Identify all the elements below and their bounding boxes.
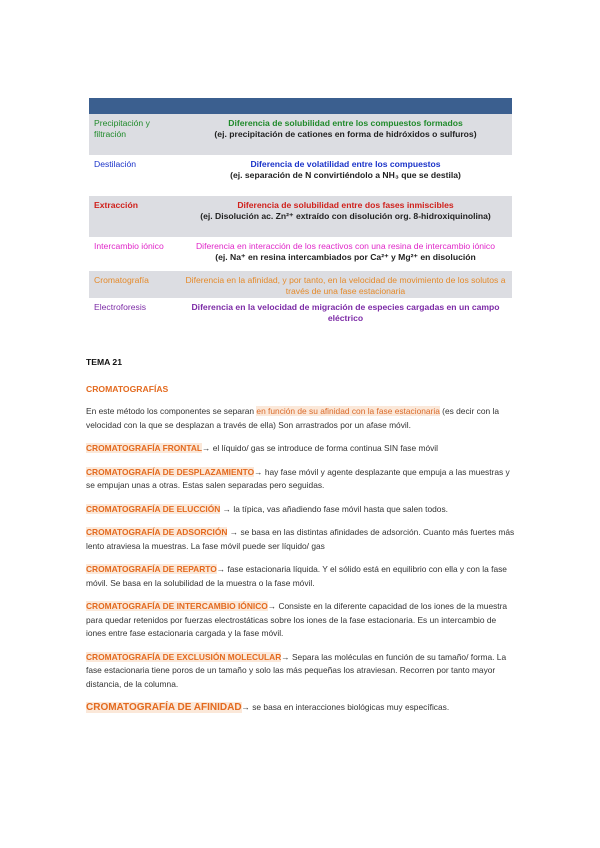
- method-name: Extracción: [94, 200, 138, 210]
- method-principle: Diferencia de volatilidad entre los compuestos: [250, 159, 441, 169]
- method-name: Cromatografía: [94, 275, 149, 285]
- method-name: Electroforesis: [94, 302, 147, 312]
- method-principle: Diferencia de solubilidad entre dos fases inmiscibles: [237, 200, 454, 210]
- method-principle: Diferencia en la velocidad de migración de especies cargadas en un campo eléctrico: [191, 302, 500, 323]
- definition-item: [86, 442, 516, 456]
- method-example: (ej. Na⁺ en resina intercambiados por Ca²⁺ y Mg²⁺ en disolución: [215, 251, 476, 262]
- table-row: [89, 298, 512, 325]
- term-label: CROMATOGRAFÍA DE INTERCAMBIO IÓNICO: [86, 601, 268, 611]
- table-header-bar: [89, 98, 512, 114]
- term-label: CROMATOGRAFÍA DE ELUCCIÓN: [86, 503, 221, 514]
- intro-text-end: (es decir con la velocidad con la que se desplazan a través de ella) Son arrastrados por un afase móvil.: [86, 406, 499, 430]
- definition-item: [86, 701, 516, 715]
- term-definition: → se basa en las distintas afinidades de adsorción. Cuanto más fuertes más lento atraviesa la muestras. La fase móvil puede ser líquido/ gas: [86, 527, 515, 551]
- term-label: CROMATOGRAFÍA FRONTAL: [86, 443, 202, 453]
- term-label: CROMATOGRAFÍA DE AFINIDAD: [86, 702, 242, 713]
- intro-text: En este método los componentes se separan: [86, 406, 257, 416]
- term-definition: → Separa las moléculas en función de su tamaño/ forma. La fase estacionaria tiene poros de un tamaño y solo las más pequeñas los atraviesan. Recorren por tanto mayor distancia, de la columna.: [86, 651, 507, 689]
- term-definition: → hay fase móvil y agente desplazante que empuja a las muestras y se empujan unas a otras. Estas salen separadas pero seguidas.: [86, 466, 510, 490]
- definition-item: [86, 503, 516, 517]
- method-example: (ej. separación de N convirtiéndolo a NH₃ que se destila): [230, 169, 461, 180]
- definition-item: [86, 651, 516, 692]
- method-example: (ej. precipitación de cationes en forma de hidróxidos o sulfuros): [214, 128, 477, 139]
- definition-item: [86, 466, 516, 493]
- method-name: Destilación: [94, 159, 137, 169]
- method-example: (ej. Disolución ac. Zn²⁺ extraído con disolución org. 8-hidroxiquinolina): [200, 210, 491, 221]
- term-definition: → se basa en interacciones biológicas muy específicas.: [241, 702, 450, 712]
- separation-methods-table: [89, 98, 512, 325]
- term-label: CROMATOGRAFÍA DE DESPLAZAMIENTO: [86, 466, 255, 477]
- highlighted-text: en función de su afinidad con la fase estacionaria: [256, 406, 440, 416]
- notes-content: [86, 356, 516, 725]
- topic-title: TEMA 21: [86, 357, 122, 367]
- definition-item: [86, 563, 516, 590]
- table-row: [89, 196, 512, 237]
- term-definition: → el líquido/ gas se introduce de forma continua SIN fase móvil: [202, 443, 439, 453]
- method-principle: Diferencia de solubilidad entre los compuestos formados: [228, 118, 463, 128]
- definition-item: [86, 526, 516, 553]
- table-row: [89, 237, 512, 271]
- table-row: [89, 114, 512, 155]
- method-principle: Diferencia en la afinidad, y por tanto, en la velocidad de movimiento de los solutos a través de una fase estacionaria: [185, 275, 506, 296]
- term-label: CROMATOGRAFÍA DE EXCLUSIÓN MOLECULAR: [86, 651, 282, 662]
- method-name: Intercambio iónico: [94, 241, 164, 251]
- term-definition: → la típica, vas añadiendo fase móvil hasta que salen todos.: [220, 503, 448, 514]
- section-heading: CROMATOGRAFÍAS: [86, 383, 169, 394]
- table-row: [89, 271, 512, 298]
- method-name: Precipitación y filtración: [94, 118, 150, 139]
- term-definition: → Consiste en la diferente capacidad de los iones de la muestra para quedar retenidos por fuerzas electrostáticas sobre los iones de la fase estacionaria. Es un intercambio de iones entre fase estacionaria cargada y la fase móvil.: [86, 601, 508, 638]
- term-label: CROMATOGRAFÍA DE ADSORCIÓN: [86, 527, 228, 537]
- method-principle: Diferencia en interacción de los reactivos con una resina de intercambio iónico: [195, 241, 496, 251]
- table-row: [89, 155, 512, 196]
- term-label: CROMATOGRAFÍA DE REPARTO: [86, 564, 217, 574]
- intro-paragraph: [86, 405, 516, 432]
- definition-item: [86, 600, 516, 641]
- term-definition: → fase estacionaria líquida. Y el sólido está en equilibrio con ella y con la fase móvil. Se basa en la solubilidad de la muestra o la fase móvil.: [86, 564, 507, 588]
